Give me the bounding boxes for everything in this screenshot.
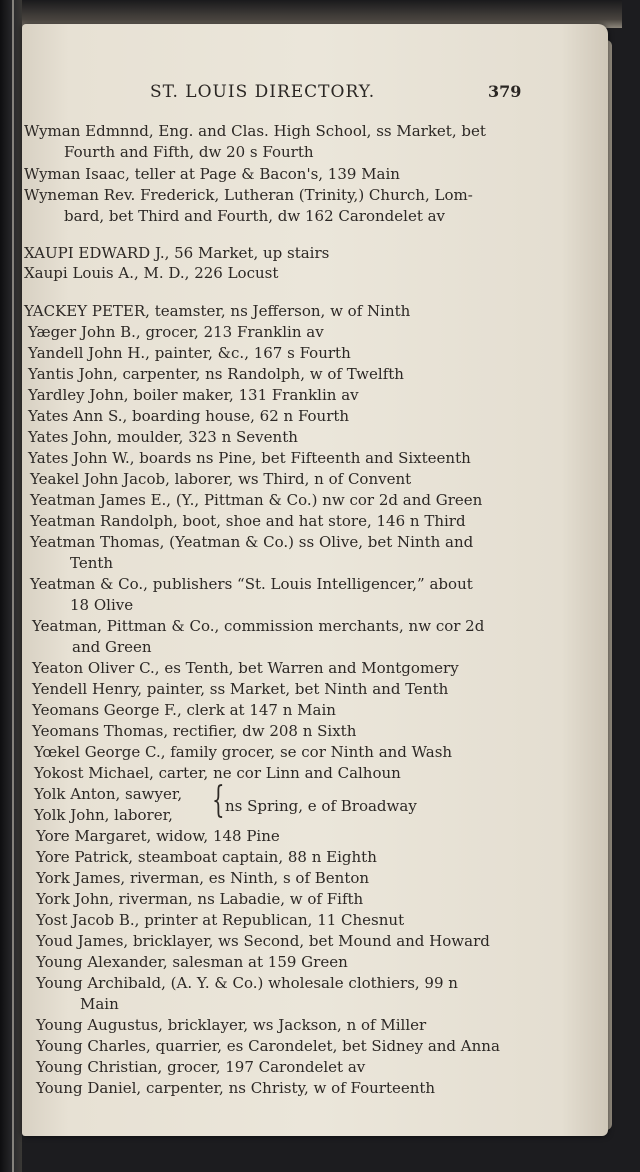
entry-line: Yates John, moulder, 323 n Seventh bbox=[28, 428, 298, 446]
entry-line: Yeatman, Pittman & Co., commission merchants, nw cor 2d bbox=[32, 617, 485, 635]
entry-line: Youd James, bricklayer, ws Second, bet Mound and Howard bbox=[36, 932, 490, 950]
entry-line: Yæger John B., grocer, 213 Franklin av bbox=[28, 323, 324, 341]
entry-line: 18 Olive bbox=[70, 596, 134, 614]
entry-line: Yolk John, laborer, bbox=[34, 806, 173, 824]
entry-line: Yendell Henry, painter, ss Market, bet Ninth and Tenth bbox=[32, 680, 449, 698]
entry-line: Yantis John, carpenter, ns Randolph, w of Twelfth bbox=[28, 365, 404, 383]
entry-line: Yeaton Oliver C., es Tenth, bet Warren and Montgomery bbox=[32, 659, 459, 677]
entry-line: Yore Margaret, widow, 148 Pine bbox=[36, 827, 280, 845]
entry-line: Young Daniel, carpenter, ns Christy, w of Fourteenth bbox=[36, 1079, 436, 1097]
entry-line: Yœkel George C., family grocer, se cor Ninth and Wash bbox=[34, 743, 453, 761]
entry-line: Wyman Isaac, teller at Page & Bacon's, 139 Main bbox=[24, 165, 400, 183]
entry-line: Young Christian, grocer, 197 Carondelet av bbox=[36, 1058, 366, 1076]
entry-line: Yeomans George F., clerk at 147 n Main bbox=[32, 701, 336, 719]
entry-line: Yeomans Thomas, rectifier, dw 208 n Sixth bbox=[32, 722, 357, 740]
entry-line: Yates John W., boards ns Pine, bet Fifteenth and Sixteenth bbox=[28, 449, 471, 467]
entry-line: Young Augustus, bricklayer, ws Jackson, n of Miller bbox=[36, 1016, 427, 1034]
page-title: ST. LOUIS DIRECTORY. bbox=[150, 82, 376, 102]
entry-line: Yeatman Randolph, boot, shoe and hat store, 146 n Third bbox=[30, 512, 466, 530]
entry-line: Yates Ann S., boarding house, 62 n Fourth bbox=[28, 407, 350, 425]
entry-line: Yandell John H., painter, &c., 167 s Fourth bbox=[28, 344, 351, 362]
entry-line: Young Charles, quarrier, es Carondelet, bet Sidney and Anna bbox=[36, 1037, 500, 1055]
entry-line: Yeatman & Co., publishers “St. Louis Intelligencer,” about bbox=[30, 575, 473, 593]
entry-line: YACKEY PETER, teamster, ns Jefferson, w of Ninth bbox=[24, 302, 411, 320]
entry-line: bard, bet Third and Fourth, dw 162 Carondelet av bbox=[64, 207, 446, 225]
entry-line: Yokost Michael, carter, ne cor Linn and Calhoun bbox=[34, 764, 401, 782]
entry-line: Tenth bbox=[70, 554, 114, 572]
brace-symbol: { bbox=[212, 780, 225, 821]
entry-line: XAUPI EDWARD J., 56 Market, up stairs bbox=[24, 244, 330, 262]
entry-line: Yeatman James E., (Y., Pittman & Co.) nw cor 2d and Green bbox=[30, 491, 483, 509]
entry-line: York James, riverman, es Ninth, s of Benton bbox=[36, 869, 370, 887]
entry-line: Yardley John, boiler maker, 131 Franklin av bbox=[28, 386, 359, 404]
entry-line: Wyneman Rev. Frederick, Lutheran (Trinity,) Church, Lom- bbox=[24, 186, 473, 204]
entry-line: and Green bbox=[72, 638, 152, 656]
entry-line: Young Alexander, salesman at 159 Green bbox=[36, 953, 348, 971]
entry-line: Yolk Anton, sawyer, bbox=[34, 785, 183, 803]
entry-line: Xaupi Louis A., M. D., 226 Locust bbox=[24, 264, 279, 282]
entry-line: Main bbox=[80, 995, 119, 1013]
entry-line: Wyman Edmnnd, Eng. and Clas. High School, ss Market, bet bbox=[24, 122, 486, 140]
entry-line: Young Archibald, (A. Y. & Co.) wholesale clothiers, 99 n bbox=[36, 974, 458, 992]
shared-address: ns Spring, e of Broadway bbox=[225, 797, 417, 815]
entry-line: Fourth and Fifth, dw 20 s Fourth bbox=[64, 143, 314, 161]
entry-line: Yeakel John Jacob, laborer, ws Third, n of Convent bbox=[30, 470, 412, 488]
entry-line: Yost Jacob B., printer at Republican, 11 Chesnut bbox=[36, 911, 405, 929]
entry-line: Yeatman Thomas, (Yeatman & Co.) ss Olive, bet Ninth and bbox=[30, 533, 474, 551]
page-number: 379 bbox=[488, 82, 522, 101]
entry-line: Yore Patrick, steamboat captain, 88 n Eighth bbox=[36, 848, 377, 866]
entry-line: York John, riverman, ns Labadie, w of Fifth bbox=[36, 890, 364, 908]
